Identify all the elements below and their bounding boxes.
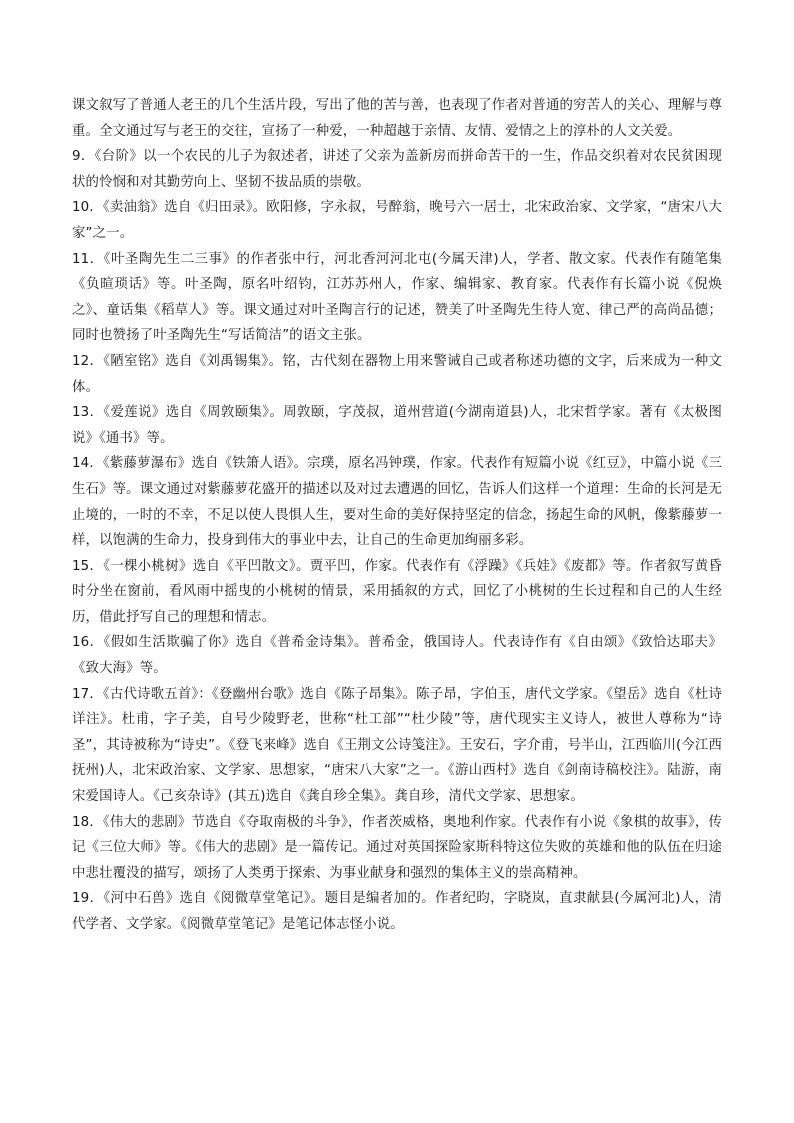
paragraph-item-15: 15．《一棵小桃树》选自《平凹散文》。贾平凹，作家。代表作有《浮躁》《兵娃》《废都》等。作者叙写黄昏时分坐在窗前，看风雨中摇曳的小桃树的情景，采用插叙的方式，回忆了小桃树的生长过程和自己的人生经历，借此抒写自己的理想和情志。 xyxy=(72,558,722,625)
paragraph-item-16: 16．《假如生活欺骗了你》选自《普希金诗集》。普希金，俄国诗人。代表诗作有《自由颂》《致恰达耶夫》《致大海》等。 xyxy=(72,635,722,677)
paragraph-item-17: 17．《古代诗歌五首》：《登幽州台歌》选自《陈子昂集》。陈子昂，字伯玉，唐代文学家。《望岳》选自《杜诗详注》。杜甫，字子美，自号少陵野老，世称“杜工部”“杜少陵”等，唐代现实主义诗人，被世人尊称为“诗圣”，其诗被称为“诗史”。《登飞来峰》选自《王荆文公诗笺注》。王安石，字介甫，号半山，江西临川(今江西抚州)人，北宋政治家、文学家、思想家，“唐宋八大家”之一。《游山西村》选自《剑南诗稿校注》。陆游，南宋爱国诗人。《己亥杂诗》(其五)选自《龚自珍全集》。龚自珍，清代文学家、思想家。 xyxy=(72,686,722,805)
paragraph-item-9: 9．《台阶》以一个农民的儿子为叙述者，讲述了父亲为盖新房而拼命苦干的一生，作品交织着对农民贫困现状的怜悯和对其勤劳向上、坚韧不拔品质的崇敬。 xyxy=(72,149,722,190)
paragraph-item-13: 13．《爱莲说》选自《周敦颐集》。周敦颐，字茂叔，道州营道(今湖南道县)人，北宋哲学家。著有《太极图说》《通书》等。 xyxy=(72,405,722,446)
paragraph-item-18: 18．《伟大的悲剧》节选自《夺取南极的斗争》，作者茨威格，奥地利作家。代表作有小说《象棋的故事》，传记《三位大师》等。《伟大的悲剧》是一篇传记。通过对英国探险家斯科特这位失败的英雄和他的队伍在归途中悲壮覆没的描写，颂扬了人类勇于探索、为事业献身和强烈的集体主义的崇高精神。 xyxy=(72,814,722,881)
paragraph-lao-wang: 课文叙写了普通人老王的几个生活片段，写出了他的苦与善，也表现了作者对普通的穷苦人的关心、理解与尊重。全文通过写与老王的交往，宣扬了一种爱，一种超越于亲情、友情、爱情之上的淳朴的人文关爱。 xyxy=(72,98,722,139)
paragraph-item-12: 12．《陋室铭》选自《刘禹锡集》。铭，古代刻在器物上用来警诫自己或者称述功德的文字，后来成为一种文体。 xyxy=(72,353,722,395)
document-body xyxy=(72,93,722,938)
paragraph-item-11: 11．《叶圣陶先生二三事》的作者张中行，河北香河河北屯(今属天津)人，学者、散文家。代表作有随笔集《负暄琐话》等。叶圣陶，原名叶绍钧，江苏苏州人，作家、编辑家、教育家。代表作有长篇小说《倪焕之》、童话集《稻草人》等。课文通过对叶圣陶言行的记述，赞美了叶圣陶先生待人宽、律己严的高尚品德；同时也赞扬了叶圣陶先生“写话简洁”的语文主张。 xyxy=(72,251,722,344)
paragraph-item-19: 19．《河中石兽》选自《阅微草堂笔记》。题目是编者加的。作者纪昀，字晓岚，直隶献县(今属河北)人，清代学者、文学家。《阅微草堂笔记》是笔记体志怪小说。 xyxy=(72,891,722,932)
paragraph-item-10: 10．《卖油翁》选自《归田录》。欧阳修，字永叔，号醉翁，晚号六一居士，北宋政治家、文学家，“唐宋八大家”之一。 xyxy=(72,200,722,241)
paragraph-item-14: 14．《紫藤萝瀑布》选自《铁箫人语》。宗璞，原名冯钟璞，作家。代表作有短篇小说《红豆》，中篇小说《三生石》等。课文通过对紫藤萝花盛开的描述以及对过去遭遇的回忆，告诉人们这样一个道理：生命的长河是无止境的，一时的不幸，不足以使人畏惧人生，要对生命的美好保持坚定的信念，扬起生命的风帆，像紫藤萝一样，以饱满的生命力，投身到伟大的事业中去，让自己的生命更加绚丽多彩。 xyxy=(72,456,722,549)
